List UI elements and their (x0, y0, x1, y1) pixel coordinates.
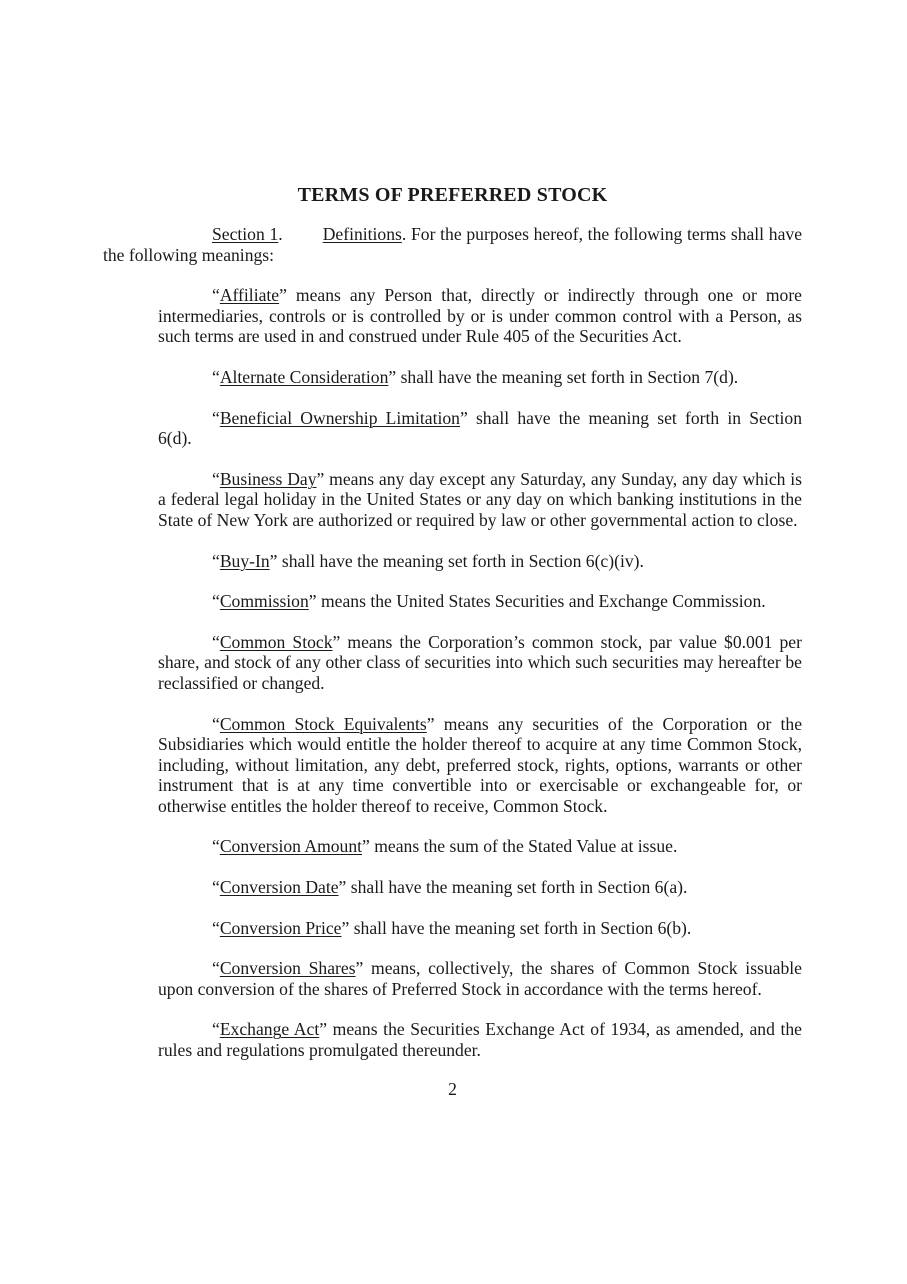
defined-term: Definitions (322, 224, 402, 244)
definition-text: ” means any Person that, directly or indirectly through one or more intermediaries, controls or is controlled by or is under common control with a Person, as such terms are used in and construed under Rule 405 of the Securities Act. (158, 285, 802, 347)
page-number: 2 (448, 1078, 457, 1099)
definition-paragraph-commission (158, 591, 802, 612)
open-quote: “ (212, 591, 220, 612)
definition-paragraph-conversion-amount (158, 836, 802, 857)
section-intro-paragraph (103, 224, 802, 265)
section-label-period: . (278, 224, 283, 244)
definition-text: ” shall have the meaning set forth in Section 6(c)(iv). (269, 550, 644, 571)
document-title: TERMS OF PREFERRED STOCK (297, 184, 608, 206)
definition-text: ” means the United States Securities and Exchange Commission. (308, 591, 766, 612)
definition-text: ” shall have the meaning set forth in Section 7(d). (388, 366, 739, 387)
defined-term: Common Stock (219, 631, 333, 652)
defined-term: Conversion Price (219, 917, 342, 938)
definition-text: ” shall have the meaning set forth in Section 6(a). (338, 877, 688, 898)
open-quote: “ (212, 366, 220, 387)
open-quote: “ (212, 407, 220, 428)
definition-text: ” means the Securities Exchange Act of 1934, as amended, and the rules and regulations promulgated thereunder. (158, 1019, 802, 1061)
definition-text: ” shall have the meaning set forth in Section 6(b). (341, 917, 692, 938)
open-quote: “ (212, 1019, 220, 1040)
definition-paragraph-affiliate (158, 285, 802, 347)
definition-text: ” means the sum of the Stated Value at issue. (362, 836, 678, 857)
open-quote: “ (212, 836, 220, 857)
definition-paragraph-conversion-price (158, 918, 802, 939)
definition-text: ” means, collectively, the shares of Common Stock issuable upon conversion of the shares of Preferred Stock in accordance with the terms hereof. (158, 958, 802, 999)
defined-term: Conversion Shares (219, 958, 356, 979)
defined-term: Affiliate (219, 285, 280, 306)
open-quote: “ (212, 285, 220, 306)
defined-term: Conversion Date (219, 877, 339, 898)
intro-text: . For the purposes hereof, the following terms shall have the following meanings: (103, 224, 803, 265)
defined-term: Business Day (219, 468, 317, 489)
definition-text: ” means any day except any Saturday, any Sunday, any day which is a federal legal holiday in the United States or any day on which banking institutions in the State of New York are authorized or required by law or other governmental action to close. (158, 468, 802, 530)
definition-paragraph-beneficial-ownership-limitation (158, 408, 802, 449)
definition-paragraph-buy-in (158, 551, 802, 572)
defined-term: Common Stock Equivalents (219, 713, 427, 734)
definition-text: ” means the Corporation’s common stock, par value $0.001 per share, and stock of any other class of securities into which such securities may hereafter be reclassified or changed. (158, 631, 802, 693)
open-quote: “ (212, 713, 220, 734)
definition-paragraph-common-stock-equivalents (158, 714, 802, 817)
definition-paragraph-alternate-consideration (158, 367, 802, 388)
definition-paragraph-common-stock (158, 632, 802, 694)
defined-term: Beneficial Ownership Limitation (219, 407, 460, 428)
definition-paragraph-business-day (158, 469, 802, 531)
defined-term: Conversion Amount (219, 836, 363, 857)
definition-text: ” shall have the meaning set forth in Section 6(d). (158, 407, 802, 449)
definition-text: ” means any securities of the Corporation or the Subsidiaries which would entitle the holder thereof to acquire at any time Common Stock, including, without limitation, any debt, preferred stock, rights, options, warrants or other instrument that is at any time convertible into or exercisable or exchangeable for, or otherwise entitles the holder thereof to receive, Common Stock. (158, 713, 803, 816)
defined-term: Alternate Consideration (219, 366, 389, 387)
open-quote: “ (212, 631, 220, 652)
open-quote: “ (212, 917, 220, 938)
open-quote: “ (212, 550, 220, 571)
open-quote: “ (212, 468, 220, 489)
definition-paragraph-conversion-date (158, 877, 802, 898)
defined-term: Commission (219, 591, 309, 612)
open-quote: “ (212, 958, 220, 979)
definition-paragraph-exchange-act (158, 1019, 802, 1060)
defined-term: Exchange Act (219, 1019, 320, 1040)
defined-term: Buy-In (219, 550, 270, 571)
section-label: Section 1 (212, 224, 279, 244)
definition-paragraph-conversion-shares (158, 958, 802, 999)
open-quote: “ (212, 877, 220, 898)
